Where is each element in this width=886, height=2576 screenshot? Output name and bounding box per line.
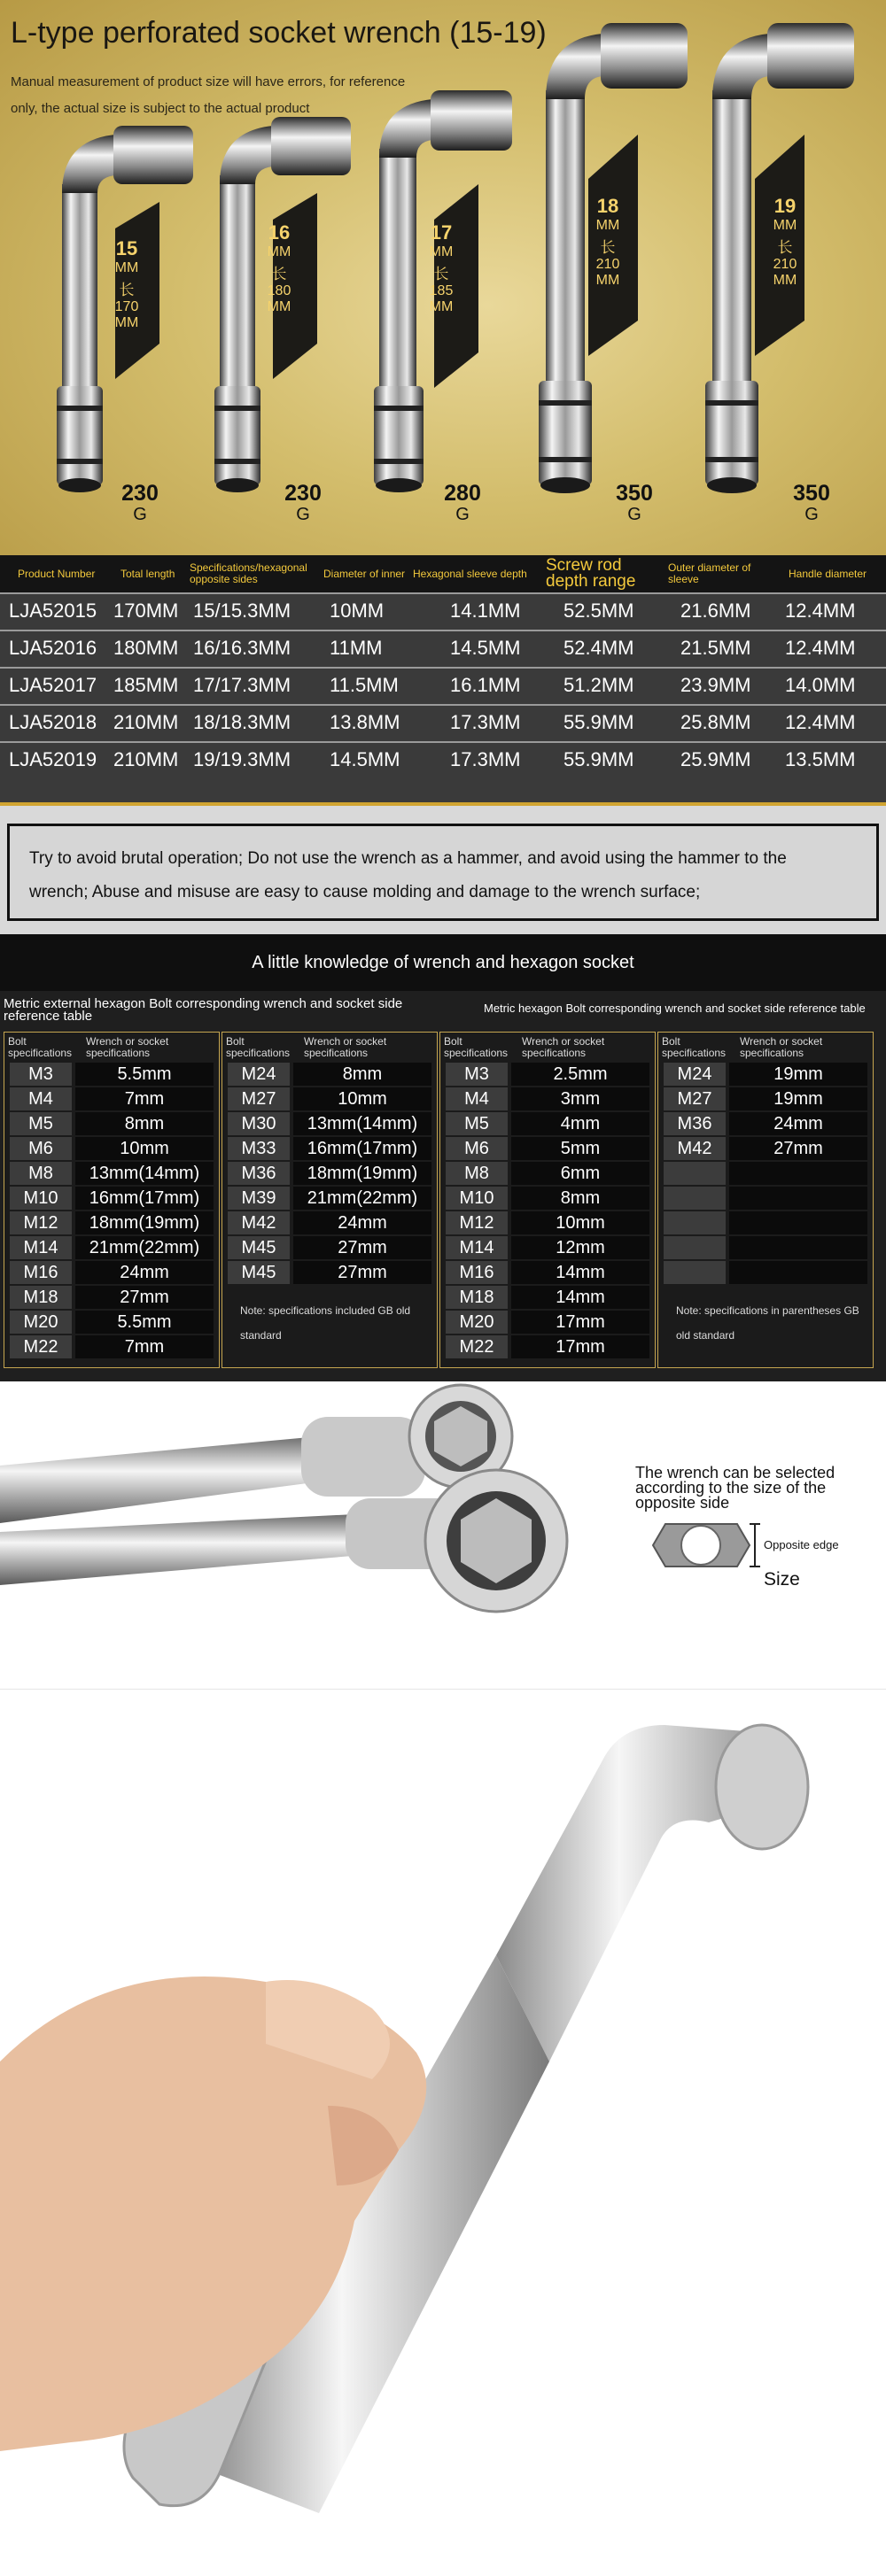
wrench-spec-cell: 10mm bbox=[293, 1087, 431, 1110]
bolt-spec-cell: M45 bbox=[228, 1261, 290, 1284]
notice-section bbox=[0, 806, 886, 934]
socket-closeup-image bbox=[0, 1381, 886, 1647]
spec-cell: 15/15.3MM bbox=[193, 600, 291, 622]
spec-cell: 13.5MM bbox=[785, 748, 856, 770]
wrench-spec-cell: 13mm(14mm) bbox=[75, 1162, 214, 1185]
size-value: 17 bbox=[430, 221, 453, 244]
spec-cell: 12.4MM bbox=[785, 637, 856, 659]
weight-value: 230 bbox=[121, 481, 159, 506]
header-hexagonal-sides: Specifications/hexagonal opposite sides bbox=[190, 561, 307, 585]
spec-cell: 210MM bbox=[113, 711, 179, 733]
wrench-19-tag bbox=[758, 195, 812, 289]
size-value: 18 bbox=[596, 195, 619, 217]
notice-text: Try to avoid brutal operation; Do not use the wrench as a hammer, and avoid using the hammer to the wrench; Abuse and misuse are easy to cause molding and damage to the wrench surface; bbox=[29, 849, 787, 901]
hero-title: L-type perforated socket wrench (15-19) bbox=[11, 16, 547, 50]
product-photo-in-hand bbox=[0, 1690, 886, 2576]
bolt-spec-cell: M10 bbox=[10, 1187, 72, 1210]
section-divider bbox=[0, 1647, 886, 1690]
wrench-spec-cell: 6mm bbox=[511, 1162, 649, 1185]
spec-cell: 14.5MM bbox=[330, 748, 400, 770]
wrench-spec-cell bbox=[729, 1187, 867, 1210]
spec-cell: LJA52015 bbox=[9, 600, 97, 622]
header-handle-diameter: Handle diameter bbox=[789, 567, 867, 580]
size-value: 19 bbox=[773, 195, 797, 217]
wrench-spec-cell: 10mm bbox=[511, 1211, 649, 1234]
bolt-spec-cell: M30 bbox=[228, 1112, 290, 1135]
spec-cell: 18/18.3MM bbox=[193, 711, 291, 733]
size-unit: MM bbox=[773, 218, 797, 233]
bolt-spec-cell bbox=[664, 1261, 726, 1284]
knowledge-title: A little knowledge of wrench and hexagon socket bbox=[0, 934, 886, 991]
bolt-spec-cell: M20 bbox=[10, 1311, 72, 1334]
wrench-spec-cell bbox=[729, 1211, 867, 1234]
wrench-spec-cell: 21mm(22mm) bbox=[75, 1236, 214, 1259]
bolt-spec-cell: M5 bbox=[446, 1112, 508, 1135]
bolt-spec-cell bbox=[664, 1211, 726, 1234]
wrench-18-weight bbox=[608, 483, 661, 525]
spec-cell: 185MM bbox=[113, 674, 179, 696]
bolt-spec-header: Bolt specifications bbox=[226, 1035, 291, 1059]
length-char: 长 bbox=[777, 239, 793, 256]
bolt-spec-cell bbox=[664, 1236, 726, 1259]
bolt-spec-cell: M24 bbox=[664, 1063, 726, 1086]
bolt-reference-panel bbox=[657, 1032, 874, 1368]
notice-box bbox=[7, 824, 879, 921]
ref-table-right-title: Metric hexagon Bolt corresponding wrench and socket side reference table bbox=[484, 1002, 866, 1015]
bolt-spec-cell: M22 bbox=[446, 1335, 508, 1358]
length-value: 185 bbox=[429, 283, 454, 298]
bolt-spec-cell: M10 bbox=[446, 1187, 508, 1210]
wrench-spec-cell: 19mm bbox=[729, 1087, 867, 1110]
bolt-spec-cell: M8 bbox=[446, 1162, 508, 1185]
wrench-spec-cell: 14mm bbox=[511, 1286, 649, 1309]
spec-cell: 55.9MM bbox=[563, 748, 634, 770]
bolt-spec-cell: M8 bbox=[10, 1162, 72, 1185]
wrench-spec-cell: 24mm bbox=[293, 1211, 431, 1234]
weight-value: 350 bbox=[793, 481, 830, 506]
panel-note: Note: specifications in parentheses GB old standard bbox=[676, 1304, 859, 1342]
wrench-spec-cell: 16mm(17mm) bbox=[75, 1187, 214, 1210]
wrench-spec-cell bbox=[729, 1261, 867, 1284]
spec-cell: LJA52016 bbox=[9, 637, 97, 659]
spec-cell: 51.2MM bbox=[563, 674, 634, 696]
wrench-spec-header: Wrench or socket specifications bbox=[740, 1035, 823, 1059]
length-value: 210 bbox=[595, 257, 620, 272]
bolt-spec-cell: M3 bbox=[446, 1063, 508, 1086]
bolt-spec-cell: M12 bbox=[10, 1211, 72, 1234]
wrench-19-weight bbox=[785, 483, 838, 525]
header-total-length: Total length bbox=[120, 567, 175, 580]
panel-note: Note: specifications included GB old standard bbox=[240, 1304, 411, 1342]
bolt-spec-cell: M18 bbox=[10, 1286, 72, 1309]
spec-cell: 16.1MM bbox=[450, 674, 521, 696]
weight-value: 350 bbox=[616, 481, 653, 506]
wrench-spec-cell: 10mm bbox=[75, 1137, 214, 1160]
length-value: 210 bbox=[773, 257, 797, 272]
wrench-spec-cell: 19mm bbox=[729, 1063, 867, 1086]
size-unit: MM bbox=[595, 218, 620, 233]
wrench-spec-cell: 5.5mm bbox=[75, 1063, 214, 1086]
wrench-16-tag bbox=[253, 221, 306, 315]
bolt-spec-cell: M14 bbox=[10, 1236, 72, 1259]
wrench-spec-cell: 14mm bbox=[511, 1261, 649, 1284]
spec-table-row bbox=[0, 704, 886, 739]
wrench-spec-cell bbox=[729, 1162, 867, 1185]
spec-cell: 17.3MM bbox=[450, 711, 521, 733]
wrench-spec-cell: 21mm(22mm) bbox=[293, 1187, 431, 1210]
length-unit: MM bbox=[595, 273, 620, 288]
bolt-spec-cell: M39 bbox=[228, 1187, 290, 1210]
wrench-spec-cell: 7mm bbox=[75, 1335, 214, 1358]
spec-cell: 180MM bbox=[113, 637, 179, 659]
wrench-17-tag bbox=[415, 221, 468, 315]
bolt-reference-panel bbox=[222, 1032, 438, 1368]
bolt-spec-cell: M24 bbox=[228, 1063, 290, 1086]
wrench-spec-cell: 5mm bbox=[511, 1137, 649, 1160]
wrench-spec-cell: 17mm bbox=[511, 1335, 649, 1358]
bolt-spec-cell: M33 bbox=[228, 1137, 290, 1160]
header-sleeve-depth: Hexagonal sleeve depth bbox=[413, 567, 527, 580]
wrench-spec-header: Wrench or socket specifications bbox=[522, 1035, 605, 1059]
bolt-reference-panel bbox=[439, 1032, 656, 1368]
wrench-15-tag bbox=[100, 237, 153, 331]
size-value: 15 bbox=[115, 237, 138, 259]
bolt-spec-cell: M36 bbox=[664, 1112, 726, 1135]
spec-cell: LJA52017 bbox=[9, 674, 97, 696]
spec-cell: 25.8MM bbox=[680, 711, 751, 733]
spec-table bbox=[0, 555, 886, 806]
wrench-spec-cell: 3mm bbox=[511, 1087, 649, 1110]
size-unit: MM bbox=[267, 244, 291, 259]
wrench-17 bbox=[370, 87, 521, 547]
bolt-spec-cell: M4 bbox=[10, 1087, 72, 1110]
bolt-spec-cell: M42 bbox=[664, 1137, 726, 1160]
wrench-spec-cell: 2.5mm bbox=[511, 1063, 649, 1086]
weight-value: 230 bbox=[284, 481, 322, 506]
wrench-18-tag bbox=[581, 195, 634, 289]
bolt-spec-cell: M20 bbox=[446, 1311, 508, 1334]
spec-cell: 13.8MM bbox=[330, 711, 400, 733]
spec-table-header bbox=[0, 555, 886, 592]
wrench-16-weight bbox=[276, 483, 330, 525]
header-outer-diameter: Outer diameter of sleeve bbox=[668, 561, 751, 585]
spec-cell: 14.5MM bbox=[450, 637, 521, 659]
bolt-spec-cell: M18 bbox=[446, 1286, 508, 1309]
spec-cell: 210MM bbox=[113, 748, 179, 770]
spec-cell: 11MM bbox=[330, 637, 383, 659]
hand-holding-wrench-image bbox=[0, 1690, 886, 2576]
bolt-spec-header: Bolt specifications bbox=[444, 1035, 509, 1059]
length-char: 长 bbox=[271, 266, 287, 282]
bolt-spec-cell: M6 bbox=[446, 1137, 508, 1160]
header-product-number: Product Number bbox=[18, 567, 96, 580]
ref-table-left-title: Metric external hexagon Bolt corresponding wrench and socket side reference table bbox=[4, 996, 403, 1024]
length-unit: MM bbox=[267, 299, 291, 314]
length-char: 长 bbox=[433, 266, 449, 282]
wrench-spec-cell: 27mm bbox=[293, 1236, 431, 1259]
length-unit: MM bbox=[773, 273, 797, 288]
weight-unit: G bbox=[455, 505, 470, 524]
hero-banner bbox=[0, 0, 886, 555]
bolt-spec-cell: M6 bbox=[10, 1137, 72, 1160]
bolt-reference-panel bbox=[4, 1032, 220, 1368]
hex-size-note: The wrench can be selected according to the size of the opposite side bbox=[635, 1464, 835, 1512]
bolt-spec-cell: M45 bbox=[228, 1236, 290, 1259]
wrench-17-weight bbox=[436, 483, 489, 525]
spec-cell: 21.5MM bbox=[680, 637, 751, 659]
spec-cell: 14.1MM bbox=[450, 600, 521, 622]
spec-cell: 17/17.3MM bbox=[193, 674, 291, 696]
wrench-spec-cell: 12mm bbox=[511, 1236, 649, 1259]
weight-unit: G bbox=[133, 505, 147, 524]
wrench-spec-cell: 27mm bbox=[293, 1261, 431, 1284]
weight-unit: G bbox=[804, 505, 819, 524]
bolt-spec-cell: M16 bbox=[446, 1261, 508, 1284]
header-screw-depth: Screw rod depth range bbox=[546, 556, 636, 591]
spec-table-row bbox=[0, 592, 886, 628]
wrench-spec-cell: 18mm(19mm) bbox=[75, 1211, 214, 1234]
spec-cell: 19/19.3MM bbox=[193, 748, 291, 770]
bolt-spec-cell bbox=[664, 1187, 726, 1210]
spec-cell: 12.4MM bbox=[785, 600, 856, 622]
size-unit: MM bbox=[114, 260, 139, 275]
weight-value: 280 bbox=[444, 481, 481, 506]
length-unit: MM bbox=[114, 315, 139, 330]
wrench-spec-cell bbox=[729, 1236, 867, 1259]
spec-cell: 16/16.3MM bbox=[193, 637, 291, 659]
size-value: 16 bbox=[268, 221, 291, 244]
weight-unit: G bbox=[627, 505, 641, 524]
spec-cell: 52.5MM bbox=[563, 600, 634, 622]
spec-cell: 55.9MM bbox=[563, 711, 634, 733]
wrench-spec-cell: 24mm bbox=[729, 1112, 867, 1135]
wrench-15-weight bbox=[113, 483, 167, 525]
wrench-spec-cell: 8mm bbox=[293, 1063, 431, 1086]
size-unit: MM bbox=[429, 244, 454, 259]
wrench-spec-cell: 27mm bbox=[729, 1137, 867, 1160]
wrench-spec-cell: 18mm(19mm) bbox=[293, 1162, 431, 1185]
length-unit: MM bbox=[429, 299, 454, 314]
bolt-spec-cell: M27 bbox=[664, 1087, 726, 1110]
bolt-spec-cell: M27 bbox=[228, 1087, 290, 1110]
wrench-spec-cell: 4mm bbox=[511, 1112, 649, 1135]
spec-cell: 21.6MM bbox=[680, 600, 751, 622]
bolt-spec-header: Bolt specifications bbox=[662, 1035, 727, 1059]
bolt-spec-header: Bolt specifications bbox=[8, 1035, 73, 1059]
spec-cell: 11.5MM bbox=[330, 674, 399, 696]
bolt-spec-cell: M3 bbox=[10, 1063, 72, 1086]
spec-cell: 14.0MM bbox=[785, 674, 856, 696]
knowledge-section bbox=[0, 934, 886, 1381]
wrench-spec-cell: 17mm bbox=[511, 1311, 649, 1334]
wrench-spec-cell: 8mm bbox=[75, 1112, 214, 1135]
spec-table-row bbox=[0, 667, 886, 702]
wrench-spec-header: Wrench or socket specifications bbox=[304, 1035, 387, 1059]
wrench-spec-cell: 7mm bbox=[75, 1087, 214, 1110]
spec-cell: 17.3MM bbox=[450, 748, 521, 770]
bolt-spec-cell: M42 bbox=[228, 1211, 290, 1234]
bolt-spec-cell: M14 bbox=[446, 1236, 508, 1259]
weight-unit: G bbox=[296, 505, 310, 524]
wrench-spec-header: Wrench or socket specifications bbox=[86, 1035, 169, 1059]
spec-cell: 10MM bbox=[330, 600, 385, 622]
wrench-spec-cell: 8mm bbox=[511, 1187, 649, 1210]
spec-table-row bbox=[0, 630, 886, 665]
spec-cell: 52.4MM bbox=[563, 637, 634, 659]
length-char: 长 bbox=[119, 282, 135, 298]
bolt-spec-cell: M36 bbox=[228, 1162, 290, 1185]
spec-cell: 23.9MM bbox=[680, 674, 751, 696]
header-inner-diameter: Diameter of inner bbox=[323, 567, 406, 580]
length-value: 170 bbox=[114, 299, 139, 314]
wrench-image bbox=[370, 87, 521, 547]
spec-table-row bbox=[0, 741, 886, 777]
bolt-spec-cell: M5 bbox=[10, 1112, 72, 1135]
length-value: 180 bbox=[267, 283, 291, 298]
bolt-spec-cell: M4 bbox=[446, 1087, 508, 1110]
spec-cell: LJA52018 bbox=[9, 711, 97, 733]
length-char: 长 bbox=[600, 239, 616, 256]
bolt-spec-cell: M22 bbox=[10, 1335, 72, 1358]
bolt-spec-cell bbox=[664, 1162, 726, 1185]
product-photo-closeup bbox=[0, 1381, 886, 1647]
opposite-edge-label: Opposite edge bbox=[764, 1538, 839, 1551]
size-label: Size bbox=[764, 1569, 800, 1590]
spec-cell: 25.9MM bbox=[680, 748, 751, 770]
bolt-spec-cell: M12 bbox=[446, 1211, 508, 1234]
wrench-spec-cell: 5.5mm bbox=[75, 1311, 214, 1334]
spec-cell: 12.4MM bbox=[785, 711, 856, 733]
wrench-spec-cell: 13mm(14mm) bbox=[293, 1112, 431, 1135]
spec-cell: LJA52019 bbox=[9, 748, 97, 770]
wrench-spec-cell: 16mm(17mm) bbox=[293, 1137, 431, 1160]
wrench-spec-cell: 24mm bbox=[75, 1261, 214, 1284]
wrench-spec-cell: 27mm bbox=[75, 1286, 214, 1309]
hero-note: Manual measurement of product size will have errors, for reference only, the actual size is subject to the actual product bbox=[11, 74, 406, 116]
spec-cell: 170MM bbox=[113, 600, 179, 622]
bolt-spec-cell: M16 bbox=[10, 1261, 72, 1284]
